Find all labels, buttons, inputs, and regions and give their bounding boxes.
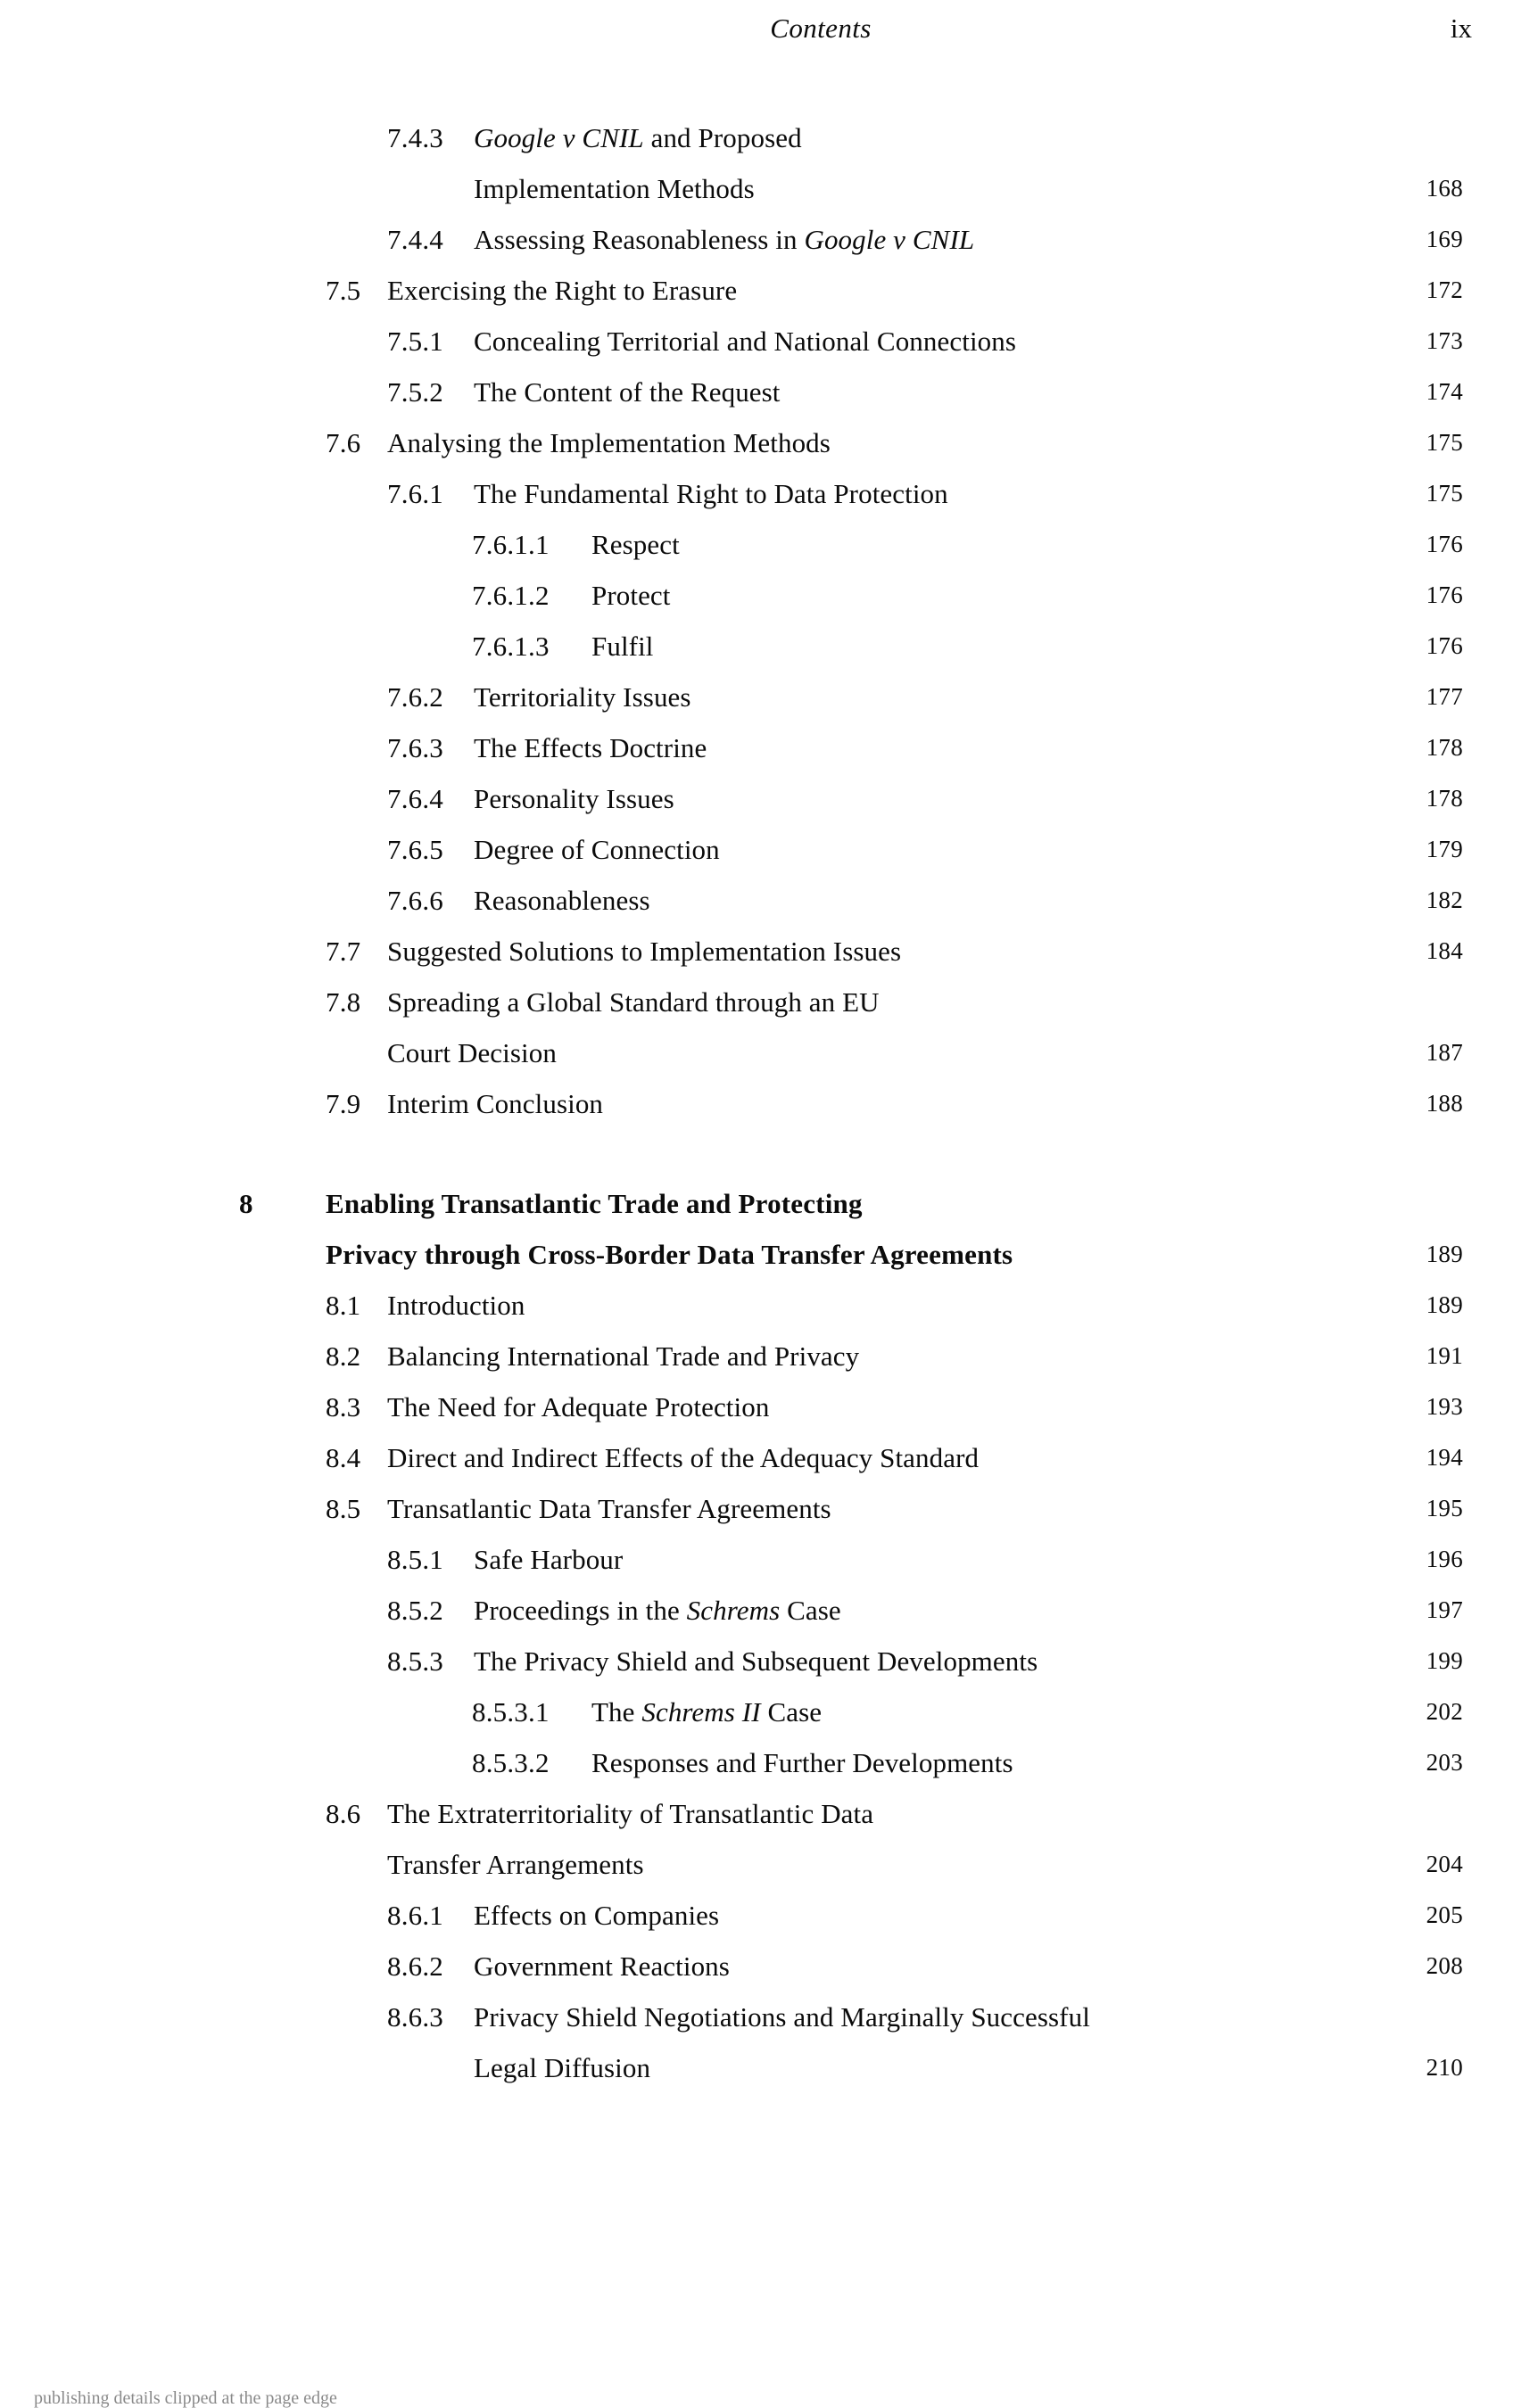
toc-entry-title: The Content of the Request: [474, 376, 781, 408]
toc-entry-number: 8.4: [326, 1442, 361, 1473]
toc-entry-title: Protect: [591, 580, 671, 611]
toc-entry-number: 8.2: [326, 1340, 361, 1372]
toc-entry-title: Fulfil: [591, 631, 654, 662]
toc-entry[interactable]: [0, 1890, 1513, 1941]
toc-entry[interactable]: [0, 1534, 1513, 1585]
page-folio: ix: [1450, 12, 1472, 44]
toc-entry-number: 7.6.5: [387, 834, 443, 865]
toc-entry-page-number: 210: [1426, 2054, 1463, 2081]
toc-entry-number: 7.4.4: [387, 224, 443, 255]
toc-entry-page-number: 178: [1426, 734, 1463, 761]
toc-entry[interactable]: [0, 214, 1513, 265]
toc-entry-page-number: 197: [1426, 1596, 1463, 1623]
toc-entry-title: Introduction: [387, 1290, 525, 1321]
toc-entry[interactable]: [0, 519, 1513, 570]
toc-entry-number: 7.6.1.3: [472, 631, 550, 662]
toc-entry[interactable]: [0, 417, 1513, 468]
toc-entry-page-number: 199: [1426, 1647, 1463, 1674]
page-edge-artifact-text: publishing details clipped at the page edge: [34, 2388, 337, 2408]
page-edge-artifact: [34, 2388, 453, 2408]
toc-entry[interactable]: [0, 1331, 1513, 1381]
toc-entry-title: Territoriality Issues: [474, 681, 691, 713]
toc-entry-title: Legal Diffusion: [474, 2052, 651, 2083]
toc-entry-title: Spreading a Global Standard through an EU: [387, 986, 880, 1018]
table-of-contents: [0, 112, 1513, 2093]
toc-entry[interactable]: [0, 112, 1513, 163]
toc-entry[interactable]: [0, 824, 1513, 875]
toc-entry-number: 7.6.1.2: [472, 580, 550, 611]
toc-entry[interactable]: [0, 468, 1513, 519]
toc-entry-title: Degree of Connection: [474, 834, 720, 865]
toc-entry-number: 8.1: [326, 1290, 361, 1321]
toc-entry-title: The Fundamental Right to Data Protection: [474, 478, 948, 509]
toc-entry-title: Direct and Indirect Effects of the Adequacy Standard: [387, 1442, 980, 1473]
toc-entry-page-number: 174: [1426, 378, 1463, 405]
toc-entry-continuation[interactable]: [0, 2042, 1513, 2093]
toc-entry-page-number: 168: [1426, 175, 1463, 202]
toc-entry-title: Transfer Arrangements: [387, 1849, 644, 1880]
toc-entry-title: Respect: [591, 529, 680, 560]
toc-entry-title: Court Decision: [387, 1037, 557, 1068]
toc-entry-number: 7.6.1: [387, 478, 443, 509]
toc-entry-page-number: 176: [1426, 581, 1463, 608]
toc-entry-title: Suggested Solutions to Implementation Issues: [387, 936, 902, 967]
toc-entry[interactable]: [0, 1686, 1513, 1737]
toc-entry-number: 8.6.1: [387, 1900, 443, 1931]
toc-entry-title: Google v CNIL and Proposed: [474, 122, 802, 153]
toc-entry-page-number: 189: [1426, 1291, 1463, 1318]
toc-entry-title: Responses and Further Developments: [591, 1747, 1013, 1778]
toc-entry-number: 8.3: [326, 1391, 361, 1423]
toc-entry-number: 8: [239, 1188, 253, 1219]
toc-entry-number: 7.6: [326, 427, 361, 458]
running-head: [223, 12, 1472, 54]
toc-entry[interactable]: [0, 1483, 1513, 1534]
toc-entry-page-number: 177: [1426, 683, 1463, 710]
toc-chapter-entry-continuation[interactable]: [0, 1229, 1513, 1280]
toc-entry-title: Interim Conclusion: [387, 1088, 604, 1119]
toc-entry[interactable]: [0, 1432, 1513, 1483]
toc-entry-title: Privacy through Cross-Border Data Transfer Agreements: [326, 1239, 1013, 1270]
toc-entry-number: 7.6.4: [387, 783, 443, 814]
toc-entry-page-number: 176: [1426, 531, 1463, 557]
toc-entry-page-number: 191: [1426, 1342, 1463, 1369]
toc-chapter-entry[interactable]: [0, 1178, 1513, 1229]
toc-entry-title: Analysing the Implementation Methods: [387, 427, 831, 458]
toc-entry-number: 7.4.3: [387, 122, 443, 153]
toc-entry-title: Balancing International Trade and Privacy: [387, 1340, 860, 1372]
toc-entry-page-number: 179: [1426, 836, 1463, 862]
toc-entry[interactable]: [0, 875, 1513, 926]
toc-entry-number: 7.9: [326, 1088, 361, 1119]
toc-entry-title: Enabling Transatlantic Trade and Protecting: [326, 1188, 863, 1219]
toc-entry[interactable]: [0, 977, 1513, 1027]
toc-entry-number: 7.6.2: [387, 681, 443, 713]
toc-entry-title: The Extraterritoriality of Transatlantic Data: [387, 1798, 874, 1829]
toc-entry[interactable]: [0, 316, 1513, 367]
toc-entry[interactable]: [0, 1078, 1513, 1129]
toc-entry-title: Exercising the Right to Erasure: [387, 275, 738, 306]
toc-entry-number: 7.6.3: [387, 732, 443, 763]
toc-entry-title: Privacy Shield Negotiations and Marginally Successful: [474, 2001, 1090, 2033]
toc-entry-page-number: 203: [1426, 1749, 1463, 1776]
toc-entry-number: 7.5.2: [387, 376, 443, 408]
toc-entry-page-number: 188: [1426, 1090, 1463, 1117]
toc-entry-continuation[interactable]: [0, 1839, 1513, 1890]
toc-entry[interactable]: [0, 722, 1513, 773]
toc-entry-continuation[interactable]: [0, 163, 1513, 214]
toc-entry-page-number: 184: [1426, 937, 1463, 964]
toc-entry-number: 8.6.3: [387, 2001, 443, 2033]
toc-entry-title: Reasonableness: [474, 885, 650, 916]
toc-entry-number: 7.8: [326, 986, 361, 1018]
toc-entry-number: 8.5.3: [387, 1645, 443, 1677]
toc-entry-page-number: 205: [1426, 1901, 1463, 1928]
toc-entry-page-number: 204: [1426, 1851, 1463, 1877]
toc-entry-number: 8.5.1: [387, 1544, 443, 1575]
toc-entry[interactable]: [0, 1788, 1513, 1839]
toc-entry[interactable]: [0, 265, 1513, 316]
toc-entry[interactable]: [0, 621, 1513, 672]
toc-entry-page-number: 176: [1426, 632, 1463, 659]
toc-entry[interactable]: [0, 1941, 1513, 1992]
toc-entry-number: 8.5.3.1: [472, 1696, 550, 1728]
toc-entry-page-number: 175: [1426, 480, 1463, 507]
toc-entry-continuation[interactable]: [0, 1027, 1513, 1078]
toc-entry-page-number: 172: [1426, 276, 1463, 303]
toc-entry-page-number: 182: [1426, 887, 1463, 913]
toc-entry-page-number: 193: [1426, 1393, 1463, 1420]
toc-entry[interactable]: [0, 1636, 1513, 1686]
toc-entry-page-number: 187: [1426, 1039, 1463, 1066]
toc-entry-page-number: 208: [1426, 1952, 1463, 1979]
toc-entry-title: The Privacy Shield and Subsequent Developments: [474, 1645, 1038, 1677]
toc-entry[interactable]: [0, 926, 1513, 977]
toc-entry-number: 8.5.2: [387, 1595, 443, 1626]
toc-entry-page-number: 196: [1426, 1546, 1463, 1572]
toc-entry[interactable]: [0, 773, 1513, 824]
toc-entry-title: Effects on Companies: [474, 1900, 720, 1931]
toc-entry-number: 8.6.2: [387, 1950, 443, 1982]
toc-entry-page-number: 178: [1426, 785, 1463, 812]
toc-entry-page-number: 175: [1426, 429, 1463, 456]
running-head-title: Contents: [770, 12, 872, 44]
toc-entry-title: Implementation Methods: [474, 173, 755, 204]
toc-entry[interactable]: [0, 1381, 1513, 1432]
toc-entry[interactable]: [0, 1280, 1513, 1331]
toc-entry-page-number: 195: [1426, 1495, 1463, 1521]
toc-entry-title: Safe Harbour: [474, 1544, 624, 1575]
toc-entry-number: 8.5.3.2: [472, 1747, 550, 1778]
toc-entry-title: The Effects Doctrine: [474, 732, 707, 763]
toc-entry-title: Government Reactions: [474, 1950, 730, 1982]
toc-entry-page-number: 202: [1426, 1698, 1463, 1725]
toc-entry-number: 8.6: [326, 1798, 361, 1829]
toc-entry-number: 7.7: [326, 936, 361, 967]
toc-entry-page-number: 189: [1426, 1241, 1463, 1267]
toc-entry-page-number: 194: [1426, 1444, 1463, 1471]
toc-entry-page-number: 169: [1426, 226, 1463, 252]
toc-entry[interactable]: [0, 1992, 1513, 2042]
toc-entry-number: 7.6.1.1: [472, 529, 550, 560]
toc-entry[interactable]: [0, 570, 1513, 621]
toc-entry-title: Transatlantic Data Transfer Agreements: [387, 1493, 831, 1524]
toc-entry-title: The Need for Adequate Protection: [387, 1391, 770, 1423]
toc-entry-number: 7.6.6: [387, 885, 443, 916]
toc-entry[interactable]: [0, 672, 1513, 722]
toc-entry-number: 7.5.1: [387, 326, 443, 357]
toc-entry-title: Assessing Reasonableness in Google v CNIL: [474, 224, 975, 255]
toc-entry[interactable]: [0, 367, 1513, 417]
toc-entry-title: Concealing Territorial and National Connections: [474, 326, 1017, 357]
toc-entry[interactable]: [0, 1737, 1513, 1788]
toc-entry-title: Proceedings in the Schrems Case: [474, 1595, 841, 1626]
toc-entry-title: The Schrems II Case: [591, 1696, 823, 1728]
toc-entry-page-number: 173: [1426, 327, 1463, 354]
toc-entry[interactable]: [0, 1585, 1513, 1636]
toc-entry-number: 7.5: [326, 275, 361, 306]
toc-entry-title: Personality Issues: [474, 783, 674, 814]
toc-entry-number: 8.5: [326, 1493, 361, 1524]
toc-spacer: [0, 1129, 1513, 1178]
